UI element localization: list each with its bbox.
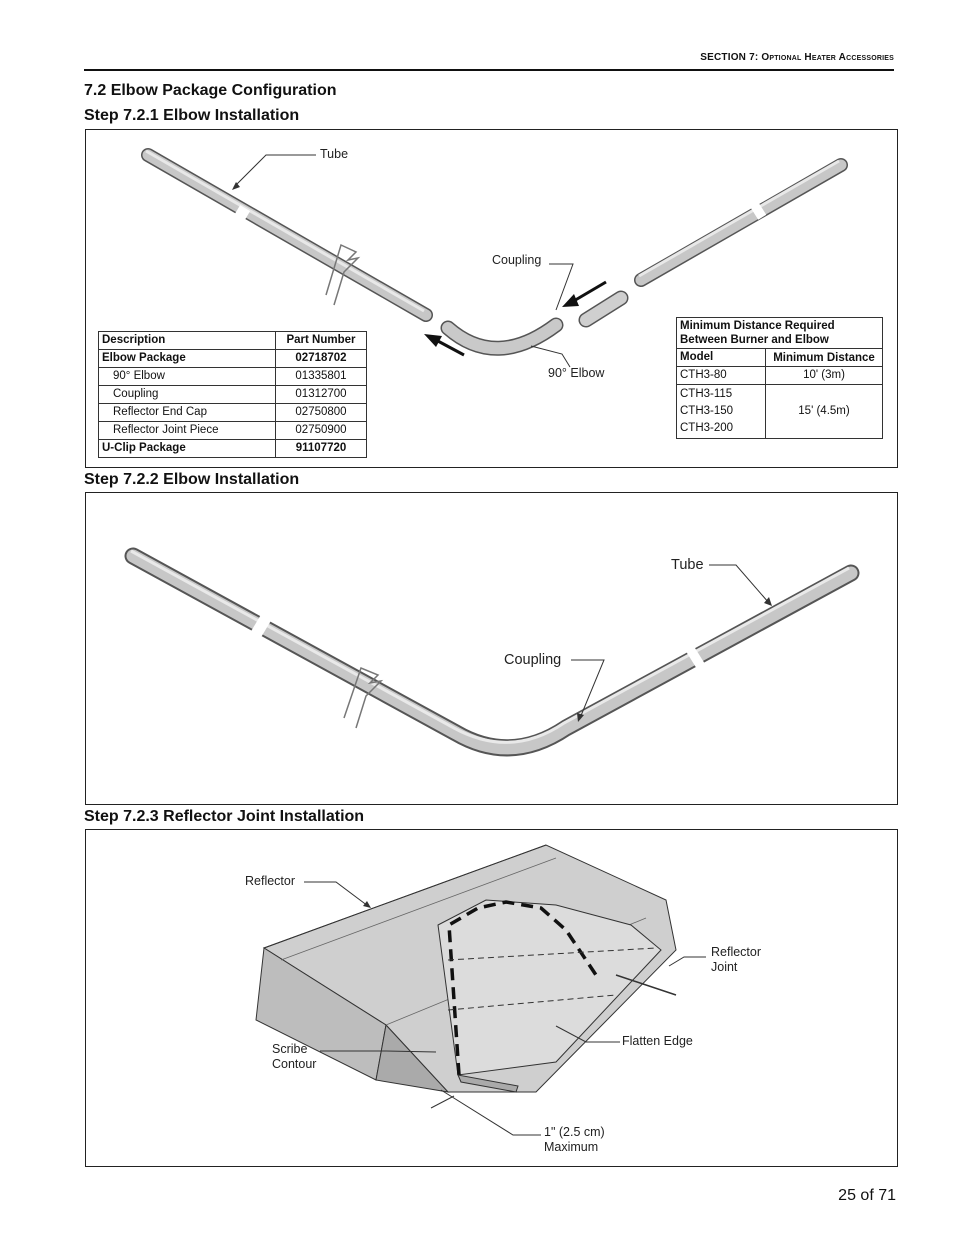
header-rule bbox=[84, 69, 894, 71]
step3-illustration bbox=[86, 830, 897, 1166]
model-name: CTH3-200 bbox=[680, 422, 734, 434]
model-name: CTH3-150 bbox=[680, 405, 734, 417]
table-row bbox=[99, 422, 367, 440]
table-cell: 15' (4.5m) bbox=[766, 385, 883, 439]
coupling-label: Coupling bbox=[504, 652, 562, 668]
page-number: 25 of 71 bbox=[838, 1187, 896, 1204]
table-row bbox=[99, 368, 367, 386]
table-cell: 02750900 bbox=[276, 422, 367, 440]
reflector-joint-label-1: Reflector bbox=[711, 945, 762, 959]
elbow-label: 90° Elbow bbox=[548, 366, 605, 380]
coupling-label: Coupling bbox=[492, 253, 542, 267]
section-prefix: SECTION 7: bbox=[700, 52, 759, 63]
table-cell: 01335801 bbox=[276, 368, 367, 386]
table-cell: 02750800 bbox=[276, 404, 367, 422]
step2-heading: Step 7.2.2 Elbow Installation bbox=[84, 471, 300, 488]
tube-label: Tube bbox=[671, 557, 704, 573]
table-cell: U-Clip Package bbox=[99, 440, 276, 458]
table-row bbox=[677, 385, 883, 439]
section-name: Optional Heater Accessories bbox=[761, 52, 894, 63]
table-cell: 91107720 bbox=[276, 440, 367, 458]
step2-panel bbox=[85, 492, 898, 805]
table-cell: CTH3-80 bbox=[677, 367, 766, 385]
table-row bbox=[99, 404, 367, 422]
table-row bbox=[99, 386, 367, 404]
table-cell: Coupling bbox=[99, 386, 276, 404]
reflector-label: Reflector bbox=[245, 874, 296, 888]
parts-col-desc: Description bbox=[99, 332, 276, 350]
table-cell: Reflector Joint Piece bbox=[99, 422, 276, 440]
table-cell bbox=[677, 385, 766, 439]
reflector-joint-label-2: Joint bbox=[711, 960, 738, 974]
tube-label: Tube bbox=[320, 147, 349, 161]
flatten-edge-label: Flatten Edge bbox=[622, 1034, 693, 1048]
parts-col-part: Part Number bbox=[276, 332, 367, 350]
table-cell: 02718702 bbox=[276, 350, 367, 368]
distance-col-distance: Minimum Distance bbox=[766, 349, 883, 367]
step2-illustration bbox=[86, 493, 897, 804]
table-cell: Elbow Package bbox=[99, 350, 276, 368]
model-name: CTH3-115 bbox=[680, 388, 733, 400]
table-cell: 01312700 bbox=[276, 386, 367, 404]
distance-table-title: Minimum Distance Required Between Burner and Elbow bbox=[677, 318, 883, 349]
step1-heading: Step 7.2.1 Elbow Installation bbox=[84, 107, 300, 124]
page-title: 7.2 Elbow Package Configuration bbox=[84, 82, 337, 99]
distance-col-model: Model bbox=[677, 349, 766, 367]
table-row bbox=[99, 350, 367, 368]
step3-heading: Step 7.2.3 Reflector Joint Installation bbox=[84, 808, 365, 825]
scribe-label-2: Contour bbox=[272, 1057, 317, 1071]
maximum-label-1: 1" (2.5 cm) bbox=[544, 1125, 605, 1139]
parts-table bbox=[98, 331, 367, 458]
table-cell: 90° Elbow bbox=[99, 368, 276, 386]
table-cell: 10' (3m) bbox=[766, 367, 883, 385]
table-cell: Reflector End Cap bbox=[99, 404, 276, 422]
table-row bbox=[677, 367, 883, 385]
maximum-label-2: Maximum bbox=[544, 1140, 599, 1154]
step1-panel bbox=[85, 129, 898, 468]
distance-table bbox=[676, 317, 883, 439]
scribe-label-1: Scribe bbox=[272, 1042, 308, 1056]
table-row bbox=[99, 440, 367, 458]
step3-panel bbox=[85, 829, 898, 1167]
section-header bbox=[0, 52, 894, 63]
